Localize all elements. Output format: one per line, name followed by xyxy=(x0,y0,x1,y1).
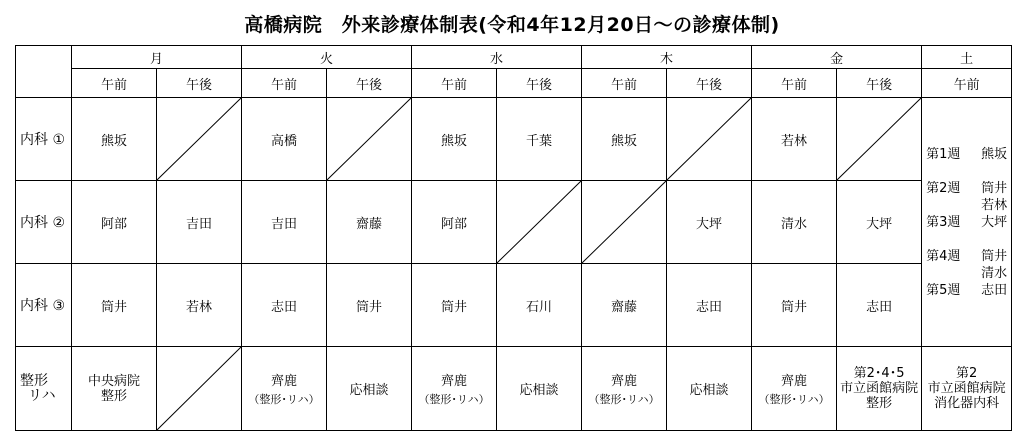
cell-wed-am: 齊鹿 （整形･リハ） xyxy=(412,347,497,431)
sat-week-2: 第2週 筒井 xyxy=(926,180,1008,196)
cell-mon-am: 中央病院 整形 xyxy=(72,347,157,431)
cell-tue-am: 高橋 xyxy=(242,98,327,181)
row-label-internal-1: 内科 ① xyxy=(16,98,72,181)
am-header: 午前 xyxy=(242,69,327,98)
pm-header: 午後 xyxy=(327,69,412,98)
sat-week-3: 第3週 大坪 xyxy=(926,214,1008,230)
am-header: 午前 xyxy=(72,69,157,98)
cell-empty-slash xyxy=(837,98,922,181)
cell-wed-am: 阿部 xyxy=(412,181,497,264)
day-header-wed: 水 xyxy=(412,46,582,69)
day-header-mon: 月 xyxy=(72,46,242,69)
cell-wed-am: 熊坂 xyxy=(412,98,497,181)
cell-mon-am: 阿部 xyxy=(72,181,157,264)
cell-empty-slash xyxy=(497,181,582,264)
cell-fri-am: 筒井 xyxy=(752,264,837,347)
pm-header: 午後 xyxy=(837,69,922,98)
cell-wed-pm: 応相談 xyxy=(497,347,582,431)
row-label-internal-3: 内科 ③ xyxy=(16,264,72,347)
am-header: 午前 xyxy=(412,69,497,98)
sat-week-4-extra: 清水 xyxy=(981,265,1008,281)
cell-mon-am: 熊坂 xyxy=(72,98,157,181)
cell-empty-slash xyxy=(667,98,752,181)
cell-mon-pm: 吉田 xyxy=(157,181,242,264)
am-header: 午前 xyxy=(752,69,837,98)
pm-header: 午後 xyxy=(157,69,242,98)
cell-fri-am: 清水 xyxy=(752,181,837,264)
cell-fri-am: 若林 xyxy=(752,98,837,181)
cell-tue-pm: 応相談 xyxy=(327,347,412,431)
corner-cell xyxy=(16,46,72,98)
sat-week-4: 第4週 筒井 xyxy=(926,248,1008,264)
saturday-schedule xyxy=(922,98,1012,347)
cell-tue-pm: 筒井 xyxy=(327,264,412,347)
cell-thu-pm: 志田 xyxy=(667,264,752,347)
page-title: 高橋病院 外来診療体制表(令和4年12月20日～の診療体制) xyxy=(244,14,780,36)
cell-tue-am: 志田 xyxy=(242,264,327,347)
row-label-internal-2: 内科 ② xyxy=(16,181,72,264)
cell-thu-am: 熊坂 xyxy=(582,98,667,181)
cell-tue-am: 齊鹿 （整形･リハ） xyxy=(242,347,327,431)
cell-empty-slash xyxy=(582,181,667,264)
schedule-table xyxy=(15,45,1012,431)
cell-wed-pm: 千葉 xyxy=(497,98,582,181)
cell-tue-am: 吉田 xyxy=(242,181,327,264)
cell-fri-pm: 第2･4･5 市立函館病院 整形 xyxy=(837,347,922,431)
day-header-thu: 木 xyxy=(582,46,752,69)
sat-week-5: 第5週 志田 xyxy=(926,282,1008,298)
day-header-sat: 土 xyxy=(922,46,1012,69)
am-header: 午前 xyxy=(922,69,1012,98)
cell-mon-am: 筒井 xyxy=(72,264,157,347)
cell-mon-pm: 若林 xyxy=(157,264,242,347)
cell-fri-pm: 志田 xyxy=(837,264,922,347)
cell-fri-pm: 大坪 xyxy=(837,181,922,264)
cell-thu-am: 齋藤 xyxy=(582,264,667,347)
pm-header: 午後 xyxy=(497,69,582,98)
cell-wed-am: 筒井 xyxy=(412,264,497,347)
cell-thu-am: 齊鹿 （整形･リハ） xyxy=(582,347,667,431)
sat-week-2-extra: 若林 xyxy=(981,197,1008,213)
pm-header: 午後 xyxy=(667,69,752,98)
cell-wed-pm: 石川 xyxy=(497,264,582,347)
am-header: 午前 xyxy=(582,69,667,98)
day-header-fri: 金 xyxy=(752,46,922,69)
cell-fri-am: 齊鹿 （整形･リハ） xyxy=(752,347,837,431)
day-header-tue: 火 xyxy=(242,46,412,69)
sat-week-1: 第1週 熊坂 xyxy=(926,146,1008,162)
cell-thu-pm: 応相談 xyxy=(667,347,752,431)
cell-sat-am: 第2 市立函館病院 消化器内科 xyxy=(922,347,1012,431)
row-label-ortho-rehab: 整形 リハ xyxy=(16,347,72,431)
cell-empty-slash xyxy=(327,98,412,181)
cell-thu-pm: 大坪 xyxy=(667,181,752,264)
cell-tue-pm: 齋藤 xyxy=(327,181,412,264)
cell-empty-slash xyxy=(157,347,242,431)
cell-empty-slash xyxy=(157,98,242,181)
